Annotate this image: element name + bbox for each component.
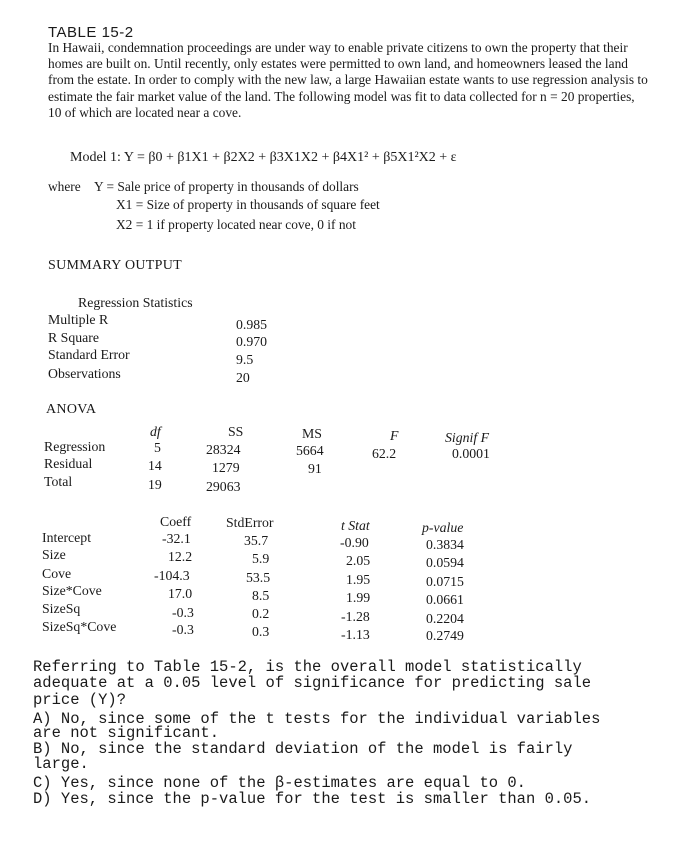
x1-definition: X1 = Size of property in thousands of square feet xyxy=(116,197,380,212)
coef-value: -104.3 xyxy=(154,568,190,583)
stat-label: R Square xyxy=(48,330,99,345)
coef-tstat: 2.05 xyxy=(346,553,371,568)
coef-stderr: 53.5 xyxy=(246,570,271,585)
summary-output-title: SUMMARY OUTPUT xyxy=(48,258,182,273)
coef-stderr: 0.3 xyxy=(252,624,270,639)
coef-tstat: -1.28 xyxy=(341,609,370,624)
coef-pvalue: 0.3834 xyxy=(426,537,464,552)
coef-row-label: SizeSq xyxy=(42,601,81,616)
anova-signif: 0.0001 xyxy=(452,446,490,461)
coef-value: 12.2 xyxy=(168,549,193,564)
stat-value: 0.985 xyxy=(236,317,268,332)
coef-pvalue: 0.2749 xyxy=(426,628,464,643)
option-c-line1: C) Yes, since none of the β-estimates are equal to 0. xyxy=(33,774,526,792)
coef-header-stderr: StdError xyxy=(226,515,274,530)
question-line: price (Y)? xyxy=(33,691,127,709)
anova-title: ANOVA xyxy=(46,402,97,417)
option-d-line1: D) Yes, since the p-value for the test is smaller than 0.05. xyxy=(33,790,592,808)
coef-header-pvalue: p-value xyxy=(422,520,464,535)
coef-stderr: 8.5 xyxy=(252,588,270,603)
stat-label: Multiple R xyxy=(48,312,109,327)
coef-tstat: 1.95 xyxy=(346,572,371,587)
anova-ss: 1279 xyxy=(212,460,240,475)
coef-pvalue: 0.0715 xyxy=(426,574,464,589)
stat-label: Standard Error xyxy=(48,347,130,362)
regression-statistics-title: Regression Statistics xyxy=(78,295,193,310)
coef-header-coeff: Coeff xyxy=(160,514,192,529)
anova-header-df: df xyxy=(150,424,161,439)
table-label: TABLE 15-2 xyxy=(48,24,134,41)
stat-value: 20 xyxy=(236,370,250,385)
anova-header-ss: SS xyxy=(228,424,244,439)
option-b-line2: large. xyxy=(33,755,89,773)
intro-paragraph: In Hawaii, condemnation proceedings are under way to enable private citizens to own the property that their homes are built on. Until recently, only estates were permitted to own land, and homeowners leased the land from the estate. In order to comply with the new law, a large Hawaiian estate wants to use regression analysis to estimate the fair market value of the land. The following model was fit to data collected for n = 20 properties, 10 of which are located near a cove. xyxy=(48,40,648,120)
model-equation: Model 1: Y = β0 + β1X1 + β2X2 + β3X1X2 + β4X1² + β5X1²X2 + ε xyxy=(70,150,457,165)
anova-row-label: Regression xyxy=(44,439,106,454)
coef-stderr: 35.7 xyxy=(244,533,269,548)
anova-ss: 29063 xyxy=(206,479,241,494)
coef-row-label: Size xyxy=(42,547,66,562)
anova-ss: 28324 xyxy=(206,442,241,457)
coef-value: 17.0 xyxy=(168,586,193,601)
coef-pvalue: 0.2204 xyxy=(426,611,464,626)
coef-row-label: Intercept xyxy=(42,530,92,545)
option-a-line2: are not significant. xyxy=(33,724,220,742)
anova-ms: 91 xyxy=(308,461,322,476)
x2-definition: X2 = 1 if property located near cove, 0 if not xyxy=(116,217,356,232)
coef-row-label: Cove xyxy=(42,566,72,581)
coef-tstat: -0.90 xyxy=(340,535,369,550)
option-b-line1: B) No, since the standard deviation of the model is fairly xyxy=(33,740,573,758)
stat-value: 0.970 xyxy=(236,334,268,349)
coef-row-label: Size*Cove xyxy=(42,583,102,598)
question-line: adequate at a 0.05 level of significance for predicting sale xyxy=(33,674,592,692)
anova-header-signif: Signif F xyxy=(445,430,490,445)
anova-ms: 5664 xyxy=(296,443,324,458)
anova-row-label: Residual xyxy=(44,456,93,471)
coef-pvalue: 0.0594 xyxy=(426,555,464,570)
coef-tstat: -1.13 xyxy=(341,627,370,642)
coef-stderr: 0.2 xyxy=(252,606,270,621)
coef-tstat: 1.99 xyxy=(346,590,371,605)
coef-value: -32.1 xyxy=(162,531,191,546)
coef-value: -0.3 xyxy=(172,622,194,637)
option-a-line1: A) No, since some of the t tests for the individual variables xyxy=(33,710,601,728)
anova-df: 5 xyxy=(154,440,161,455)
coef-value: -0.3 xyxy=(172,605,194,620)
coef-stderr: 5.9 xyxy=(252,551,270,566)
anova-header-ms: MS xyxy=(302,426,322,441)
anova-df: 19 xyxy=(148,477,162,492)
anova-f: 62.2 xyxy=(372,446,397,461)
where-label: where xyxy=(48,179,81,194)
y-definition: Y = Sale price of property in thousands of dollars xyxy=(94,179,359,194)
anova-row-label: Total xyxy=(44,474,73,489)
coef-header-tstat: t Stat xyxy=(341,518,370,533)
stat-value: 9.5 xyxy=(236,352,254,367)
stat-label: Observations xyxy=(48,366,121,381)
anova-header-f: F xyxy=(390,428,399,443)
coef-pvalue: 0.0661 xyxy=(426,592,464,607)
coef-row-label: SizeSq*Cove xyxy=(42,619,117,634)
question-line: Referring to Table 15-2, is the overall model statistically xyxy=(33,658,582,676)
anova-df: 14 xyxy=(148,458,162,473)
